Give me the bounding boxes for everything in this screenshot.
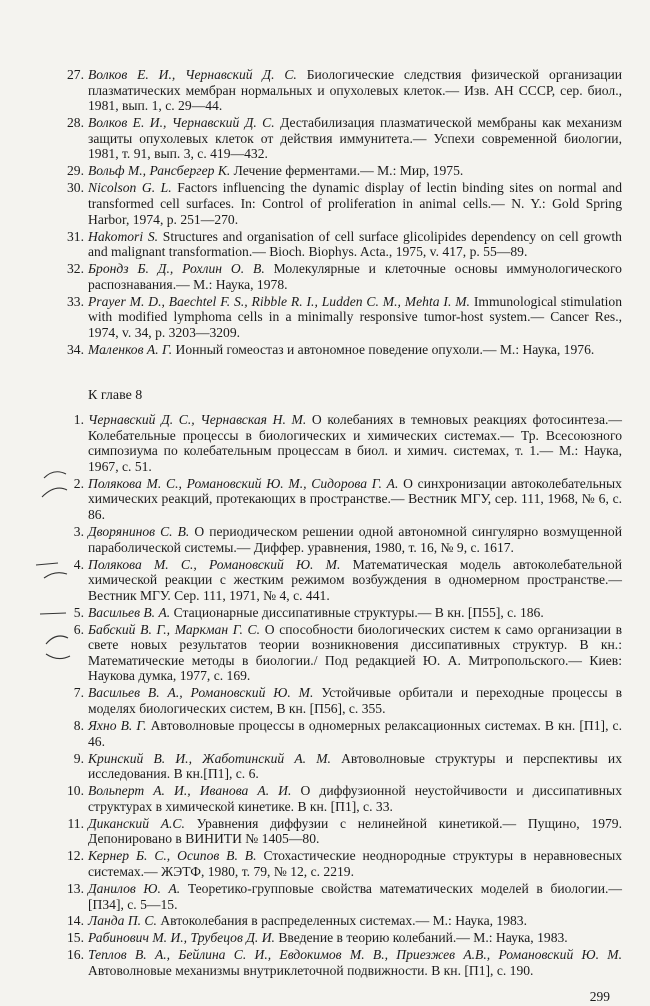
reference-text: Уравнения диффузии с нелинейной кинетикой.— Пущино, 1979. Депонировано в ВИНИТИ № 1405—80.	[88, 815, 622, 847]
reference-text: Дестабилизация плазматической мембраны как механизм защиты опухолевых клеток от действия иммунитета.— Успехи современной биологии, 1981, т. 91, вып. 3, с. 419—432.	[88, 115, 622, 162]
reference-text: Factors influencing the dynamic display of lectin binding sites on normal and transformed cell surfaces. In: Control of proliferation in animal cells.— N. Y.: Gold Spring Harbor, 1974, p. 251—270.	[88, 180, 622, 227]
reference-authors: Nicolson G. L.	[88, 180, 172, 196]
reference-number: 31.	[67, 228, 84, 244]
reference-item	[62, 180, 622, 227]
reference-text: Автоколебания в распределенных системах.— М.: Наука, 1983.	[160, 913, 527, 929]
reference-list-previous-chapter	[62, 67, 622, 359]
reference-text: О синхронизации автоколебательных химических реакций, протекающих в пространстве.— Вестник МГУ, сер. 111, 1968, № 6, с. 86.	[88, 475, 622, 522]
reference-text: Биологические следствия физической организации плазматических мембран нормальных и опухолевых клеток.— Изв. АН СССР, сер. биол., 1981, вып. 1, с. 29—44.	[88, 67, 622, 114]
reference-item	[62, 476, 622, 523]
reference-number: 34.	[67, 341, 84, 357]
reference-text: Молекулярные и клеточные основы иммунологического распознавания.— М.: Наука, 1978.	[88, 261, 622, 292]
reference-item	[62, 881, 622, 912]
reference-number: 30.	[67, 180, 84, 196]
chapter-heading: К главе 8	[88, 388, 143, 403]
reference-text: Immunological stimulation with modified lymphoma cells in a minimally responsive tumor-host system.— Cancer Res., 1974, v. 34, p. 3203—3209.	[88, 293, 622, 340]
reference-text: О колебаниях в темновых реакциях фотосинтеза.— Колебательные процессы в биологических и химических системах.— Тр. Всесоюзного симпозиума по колебательным процессам в биол. и химич. системах, т. 1.— М.: Наука, 1967, с. 51.	[88, 412, 623, 474]
reference-text: Введение в теорию колебаний.— М.: Наука, 1983.	[278, 930, 568, 946]
reference-item	[62, 261, 622, 292]
reference-authors: Рабинович М. И., Трубецов Д. И.	[88, 930, 275, 946]
reference-authors: Васильев В. А., Романовский Ю. М.	[88, 685, 314, 701]
reference-authors: Теплов В. А., Бейлина С. И., Евдокимов М. В., Приезжев А.В., Романовский Ю. М.	[88, 947, 622, 963]
reference-item	[62, 751, 622, 782]
reference-number: 5.	[73, 604, 84, 620]
reference-text: Автоволновые механизмы внутриклеточной подвижности. В кн. [П1], с. 190.	[88, 963, 534, 979]
reference-item	[62, 163, 622, 179]
reference-authors: Брондз Б. Д., Рохлин О. В.	[88, 261, 265, 277]
reference-authors: Васильев В. А.	[88, 604, 171, 620]
reference-number: 2.	[73, 475, 84, 491]
reference-item	[62, 947, 622, 978]
reference-item	[62, 342, 622, 358]
reference-number: 4.	[73, 556, 84, 572]
reference-authors: Бабский В. Г., Маркман Г. С.	[88, 621, 261, 637]
reference-number: 32.	[67, 261, 84, 277]
reference-item	[62, 605, 622, 621]
reference-authors: Чернавский Д. С., Чернавская Н. М.	[88, 412, 307, 427]
reference-authors: Кернер Б. С., Осипов В. В.	[88, 848, 257, 864]
reference-item	[62, 524, 622, 555]
reference-authors: Маленков А. Г.	[88, 341, 173, 357]
reference-number: 13.	[67, 880, 84, 896]
reference-item	[62, 913, 622, 929]
reference-text: Устойчивые орбитали и переходные процессы в моделях биологических систем, В кн. [П56], с. 355.	[88, 685, 623, 717]
reference-authors: Вольперт А. И., Иванова А. И.	[88, 783, 292, 799]
reference-number: 27.	[67, 67, 84, 82]
reference-text: Лечение ферментами.— М.: Мир, 1975.	[233, 163, 464, 179]
reference-item	[62, 848, 622, 879]
reference-item	[62, 622, 622, 684]
reference-authors: Волков Е. И., Чернавский Д. С.	[88, 115, 275, 131]
reference-text: Теоретико-групповые свойства математических моделей в биологии.— [П34], с. 5—15.	[88, 880, 622, 912]
reference-number: 10.	[67, 783, 84, 799]
reference-authors: Волков Е. И., Чернавский Д. С.	[88, 67, 297, 82]
reference-item	[62, 412, 622, 474]
reference-item	[62, 783, 622, 814]
reference-authors: Ланда П. С.	[88, 913, 157, 929]
reference-number: 7.	[73, 685, 84, 701]
reference-number: 11.	[67, 815, 84, 831]
reference-authors: Кринский В. И., Жаботинский А. М.	[88, 750, 331, 766]
reference-item	[62, 816, 622, 847]
reference-item	[62, 685, 622, 716]
reference-authors: Вольф М., Рансбергер К.	[88, 163, 231, 179]
reference-authors: Дворянинов С. В.	[88, 523, 190, 539]
reference-text: Автоволновые структуры и перспективы их исследования. В кн.[П1], с. 6.	[88, 750, 622, 782]
reference-list-chapter-8	[62, 412, 622, 980]
reference-item	[62, 930, 622, 946]
reference-number: 14.	[67, 913, 84, 929]
reference-text: Стохастические неоднородные структуры в неравновесных системах.— ЖЭТФ, 1980, т. 79, № 12, с. 2219.	[88, 848, 622, 879]
reference-item	[62, 557, 622, 604]
reference-text: Ионный гомеостаз и автономное поведение опухоли.— М.: Наука, 1976.	[175, 341, 595, 357]
reference-authors: Hakomori S.	[88, 228, 159, 244]
reference-item	[62, 115, 622, 162]
reference-text: О способности биологических систем к само организации в свете новых результатов теории возникновения диссипативных структур. В кн.: Математические методы в биологии./ Под редакцией Ю. А. Митропольского.— Киев: Наукова думка, 1977, с. 169.	[88, 621, 622, 684]
reference-number: 8.	[73, 718, 84, 734]
reference-item	[62, 718, 622, 749]
pen-dash-mark	[36, 563, 58, 565]
reference-number: 15.	[67, 930, 84, 946]
reference-text: О периодическом решении одной автономной сингулярно возмущенной параболической системы.— Диффер. уравнения, 1980, т. 16, № 9, с. 1617.	[88, 523, 622, 555]
reference-number: 6.	[73, 621, 84, 637]
reference-text: Математическая модель автоколебательной химической реакции с жестким режимом возбуждения в одномерном пространстве.— Вестник МГУ. Сер. 111, 1971, № 4, с. 441.	[88, 556, 622, 603]
reference-text: Автоволновые процессы в одномерных релаксационных системах. В кн. [П1], с. 46.	[88, 718, 622, 749]
reference-item	[62, 67, 622, 114]
reference-item	[62, 294, 622, 341]
reference-authors: Диканский А.С.	[88, 815, 185, 831]
reference-text: Стационарные диссипативные структуры.— В кн. [П55], с. 186.	[173, 604, 544, 620]
reference-authors: Полякова М. С., Романовский Ю. М.	[88, 556, 341, 572]
reference-number: 16.	[67, 947, 84, 963]
reference-number: 29.	[67, 163, 84, 179]
reference-authors: Prayer M. D., Baechtel F. S., Ribble R. I., Ludden C. M., Mehta I. M.	[88, 293, 470, 309]
reference-number: 12.	[67, 848, 84, 864]
reference-authors: Данилов Ю. А.	[88, 880, 181, 896]
reference-number: 1.	[73, 412, 84, 427]
reference-number: 9.	[73, 750, 84, 766]
page-number: 299	[589, 989, 610, 1004]
reference-authors: Полякова М. С., Романовский Ю. М., Сидорова Г. А.	[88, 475, 399, 491]
reference-number: 28.	[67, 115, 84, 131]
reference-number: 3.	[73, 523, 84, 539]
reference-item	[62, 229, 622, 260]
reference-authors: Яхно В. Г.	[88, 718, 147, 734]
reference-text: О диффузионной неустойчивости и диссипативных структурах в химической кинетике. В кн. [П1], с. 33.	[88, 783, 622, 814]
reference-text: Structures and organisation of cell surface glicolipides dependency on cell growth and malignant transformation.— Bioch. Biophys. Acta., 1975, v. 417, p. 55—89.	[88, 228, 622, 260]
reference-number: 33.	[67, 293, 84, 309]
